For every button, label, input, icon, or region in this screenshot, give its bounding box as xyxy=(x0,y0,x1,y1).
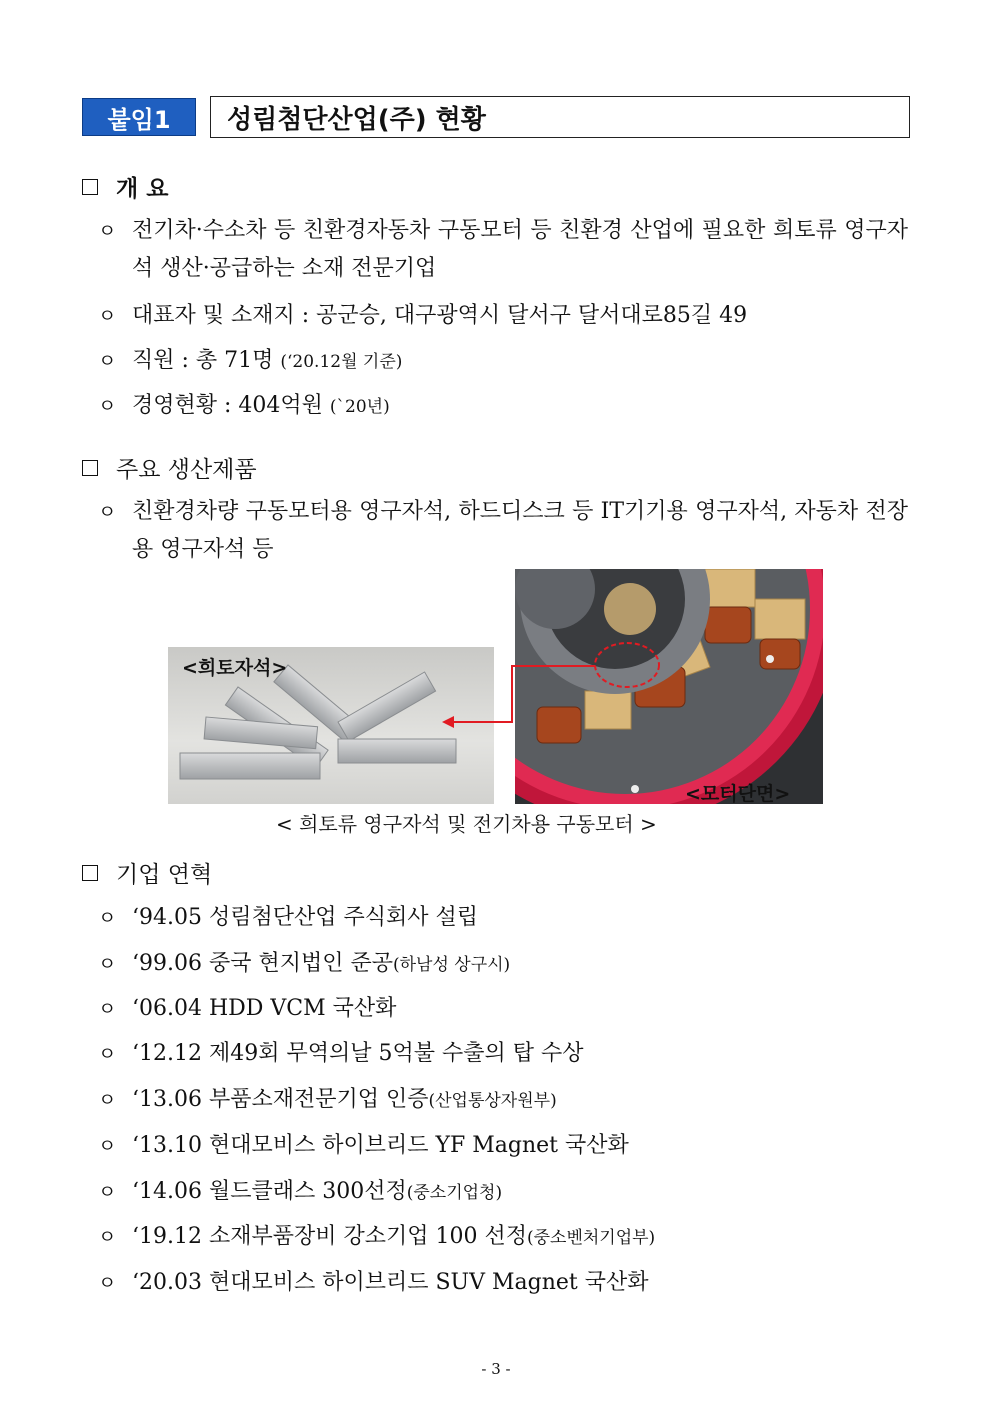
bullet-icon: ㅇ xyxy=(98,395,117,417)
history-text: ‘13.06 부품소재전문기업 인증 xyxy=(132,1087,429,1112)
bullet-icon: ㅇ xyxy=(98,1089,117,1111)
section-title: 개 요 xyxy=(116,175,169,202)
history-text: ‘14.06 월드클래스 300선정 xyxy=(132,1179,407,1204)
magnet-label: <희토자석> xyxy=(182,657,288,679)
bullet-icon: ㅇ xyxy=(98,220,117,242)
bullet-icon: ㅇ xyxy=(98,350,117,372)
bullet-icon: ㅇ xyxy=(98,953,117,975)
list-item xyxy=(98,990,908,1029)
list-item-text: 경영현황 : 404억원 xyxy=(132,393,330,418)
history-note: (산업통상자원부) xyxy=(428,1091,557,1111)
list-item xyxy=(98,1035,908,1074)
list-item-text: 직원 : 총 71명 xyxy=(132,348,281,373)
list-item-note: (`20년) xyxy=(329,397,390,417)
history-text: ‘13.10 현대모비스 하이브리드 YF Magnet 국산화 xyxy=(132,1133,629,1158)
history-text: ‘94.05 성림첨단산업 주식회사 설립 xyxy=(132,905,478,930)
list-item xyxy=(98,493,908,569)
page-number: - 3 - xyxy=(481,1360,511,1378)
bullet-icon: ㅇ xyxy=(98,907,117,929)
list-item xyxy=(98,945,908,984)
list-item xyxy=(98,899,908,938)
history-note: (중소기업청) xyxy=(406,1183,503,1203)
history-text: ‘99.06 중국 현지법인 준공 xyxy=(132,951,393,976)
checkbox-square-icon xyxy=(82,460,98,476)
section-history xyxy=(82,856,212,889)
bullet-icon: ㅇ xyxy=(98,1043,117,1065)
section-title: 기업 연혁 xyxy=(116,862,213,888)
bullet-icon: ㅇ xyxy=(98,1135,117,1157)
history-text: ‘06.04 HDD VCM 국산화 xyxy=(132,996,397,1021)
bullet-icon: ㅇ xyxy=(98,305,117,327)
list-item-text: 친환경차량 구동모터용 영구자석, 하드디스크 등 IT기기용 영구자석, 자동차 전장용 영구자석 등 xyxy=(132,499,908,562)
list-item xyxy=(98,1218,908,1257)
checkbox-square-icon xyxy=(82,865,98,881)
bullet-icon: ㅇ xyxy=(98,1272,117,1294)
history-text: ‘12.12 제49회 무역의날 5억불 수출의 탑 수상 xyxy=(132,1041,584,1066)
attachment-tag: 붙임1 xyxy=(82,98,196,136)
list-item-text: 전기차·수소차 등 친환경자동차 구동모터 등 친환경 산업에 필요한 희토류 영구자석 생산·공급하는 소재 전문기업 xyxy=(132,218,908,281)
list-item xyxy=(98,1127,908,1166)
list-item xyxy=(98,387,908,426)
page-title: 성림첨단산업(주) 현황 xyxy=(210,96,910,138)
figure-caption: < 희토류 영구자석 및 전기차용 구동모터 > xyxy=(276,812,657,836)
arrow-icon xyxy=(440,660,600,730)
bullet-icon: ㅇ xyxy=(98,501,117,523)
list-item xyxy=(98,1173,908,1212)
list-item xyxy=(98,212,908,288)
list-item-note: (‘20.12월 기준) xyxy=(280,352,403,372)
document-header xyxy=(82,96,910,138)
history-note: (중소벤처기업부) xyxy=(526,1228,656,1248)
bullet-icon: ㅇ xyxy=(98,1226,117,1248)
history-text: ‘20.03 현대모비스 하이브리드 SUV Magnet 국산화 xyxy=(132,1270,649,1295)
checkbox-square-icon xyxy=(82,179,98,195)
bullet-icon: ㅇ xyxy=(98,998,117,1020)
section-products xyxy=(82,451,257,484)
list-item xyxy=(98,1081,908,1120)
bullet-icon: ㅇ xyxy=(98,1181,117,1203)
motor-label: <모터단면> xyxy=(685,783,791,804)
list-item xyxy=(98,1264,908,1303)
section-title: 주요 생산제품 xyxy=(116,457,257,483)
list-item xyxy=(98,297,908,335)
history-text: ‘19.12 소재부품장비 강소기업 100 선정 xyxy=(132,1224,527,1249)
list-item xyxy=(98,342,908,381)
list-item-text: 대표자 및 소재지 : 공군승, 대구광역시 달서구 달서대로85길 49 xyxy=(132,303,748,328)
history-note: (하남성 상구시) xyxy=(392,955,511,975)
section-overview xyxy=(82,170,168,203)
